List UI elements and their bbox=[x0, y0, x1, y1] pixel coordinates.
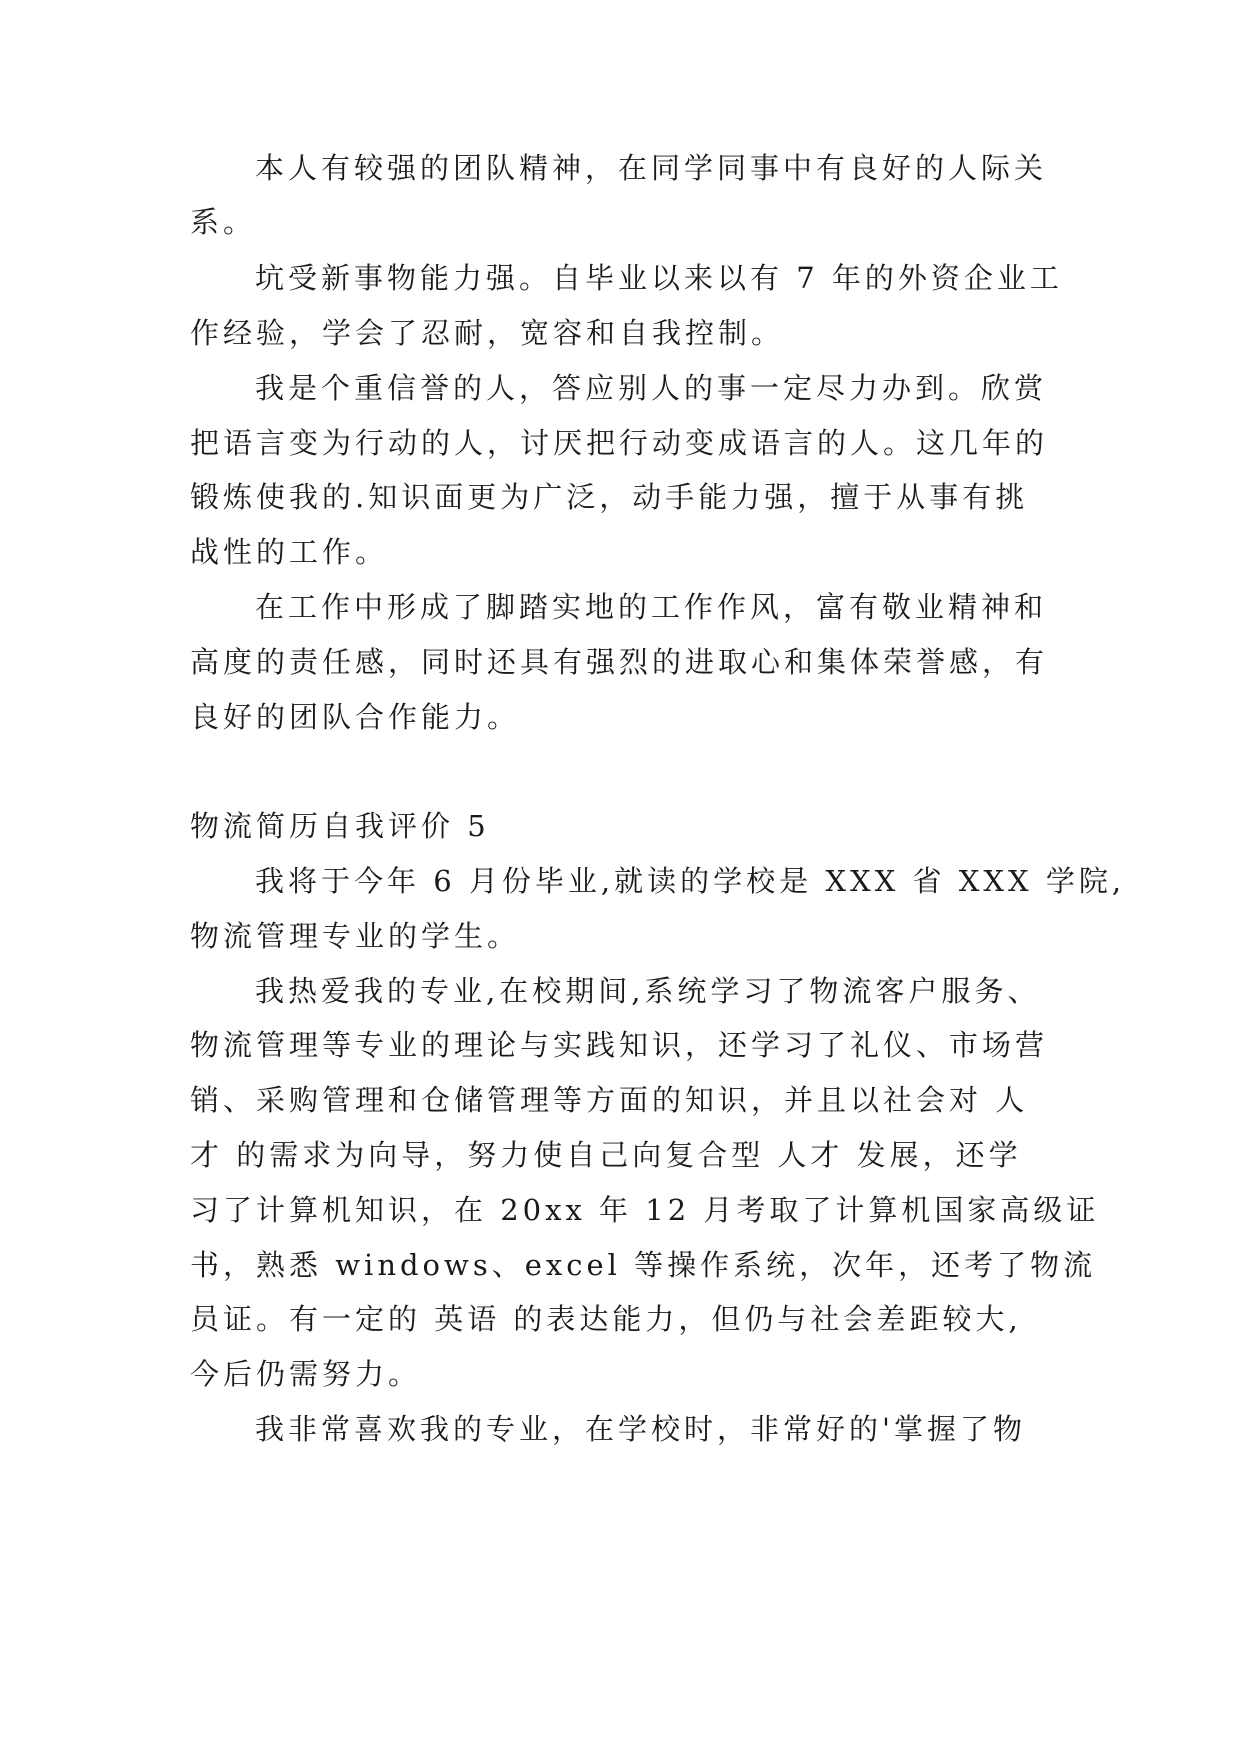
paragraph-line: 我非常喜欢我的专业，在学校时，非常好的'掌握了物 bbox=[255, 1412, 1026, 1446]
paragraph-line: 我将于今年 6 月份毕业,就读的学校是 XXX 省 XXX 学院, bbox=[255, 864, 1126, 898]
paragraph-line: 物流管理等专业的理论与实践知识，还学习了礼仪、市场营 bbox=[190, 1028, 1049, 1062]
paragraph-line: 良好的团队合作能力。 bbox=[190, 700, 521, 734]
paragraph-line: 我是个重信誉的人，答应别人的事一定尽力办到。欣赏 bbox=[255, 371, 1048, 405]
paragraph-line: 系。 bbox=[190, 205, 257, 239]
paragraph-line: 高度的责任感，同时还具有强烈的进取心和集体荣誉感，有 bbox=[190, 645, 1049, 679]
paragraph-line: 坑受新事物能力强。自毕业以来以有 7 年的外资企业工 bbox=[255, 261, 1063, 295]
paragraph-line: 习了计算机知识，在 20xx 年 12 月考取了计算机国家高级证 bbox=[190, 1193, 1100, 1227]
paragraph-line: 本人有较强的团队精神，在同学同事中有良好的人际关 bbox=[255, 151, 1048, 185]
paragraph-line: 作经验，学会了忍耐，宽容和自我控制。 bbox=[190, 316, 785, 350]
paragraph-line: 在工作中形成了脚踏实地的工作作风，富有敬业精神和 bbox=[255, 590, 1048, 624]
paragraph-line: 锻炼使我的.知识面更为广泛，动手能力强，擅于从事有挑 bbox=[190, 480, 1029, 514]
paragraph-line: 员证。有一定的 英语 的表达能力，但仍与社会差距较大, bbox=[190, 1302, 1022, 1336]
paragraph-line: 才 的需求为向导，努力使自己向复合型 人才 发展，还学 bbox=[190, 1138, 1022, 1172]
paragraph-line: 物流管理专业的学生。 bbox=[190, 919, 521, 953]
paragraph-line: 书，熟悉 windows、excel 等操作系统，次年，还考了物流 bbox=[190, 1248, 1097, 1282]
paragraph-line: 把语言变为行动的人，讨厌把行动变成语言的人。这几年的 bbox=[190, 426, 1049, 460]
paragraph-line: 战性的工作。 bbox=[190, 535, 389, 569]
paragraph-line: 今后仍需努力。 bbox=[190, 1357, 422, 1391]
paragraph-line: 销、采购管理和仓储管理等方面的知识，并且以社会对 人 bbox=[190, 1083, 1029, 1117]
section-heading: 物流简历自我评价 5 bbox=[190, 809, 490, 843]
paragraph-line: 我热爱我的专业,在校期间,系统学习了物流客户服务、 bbox=[255, 974, 1041, 1008]
